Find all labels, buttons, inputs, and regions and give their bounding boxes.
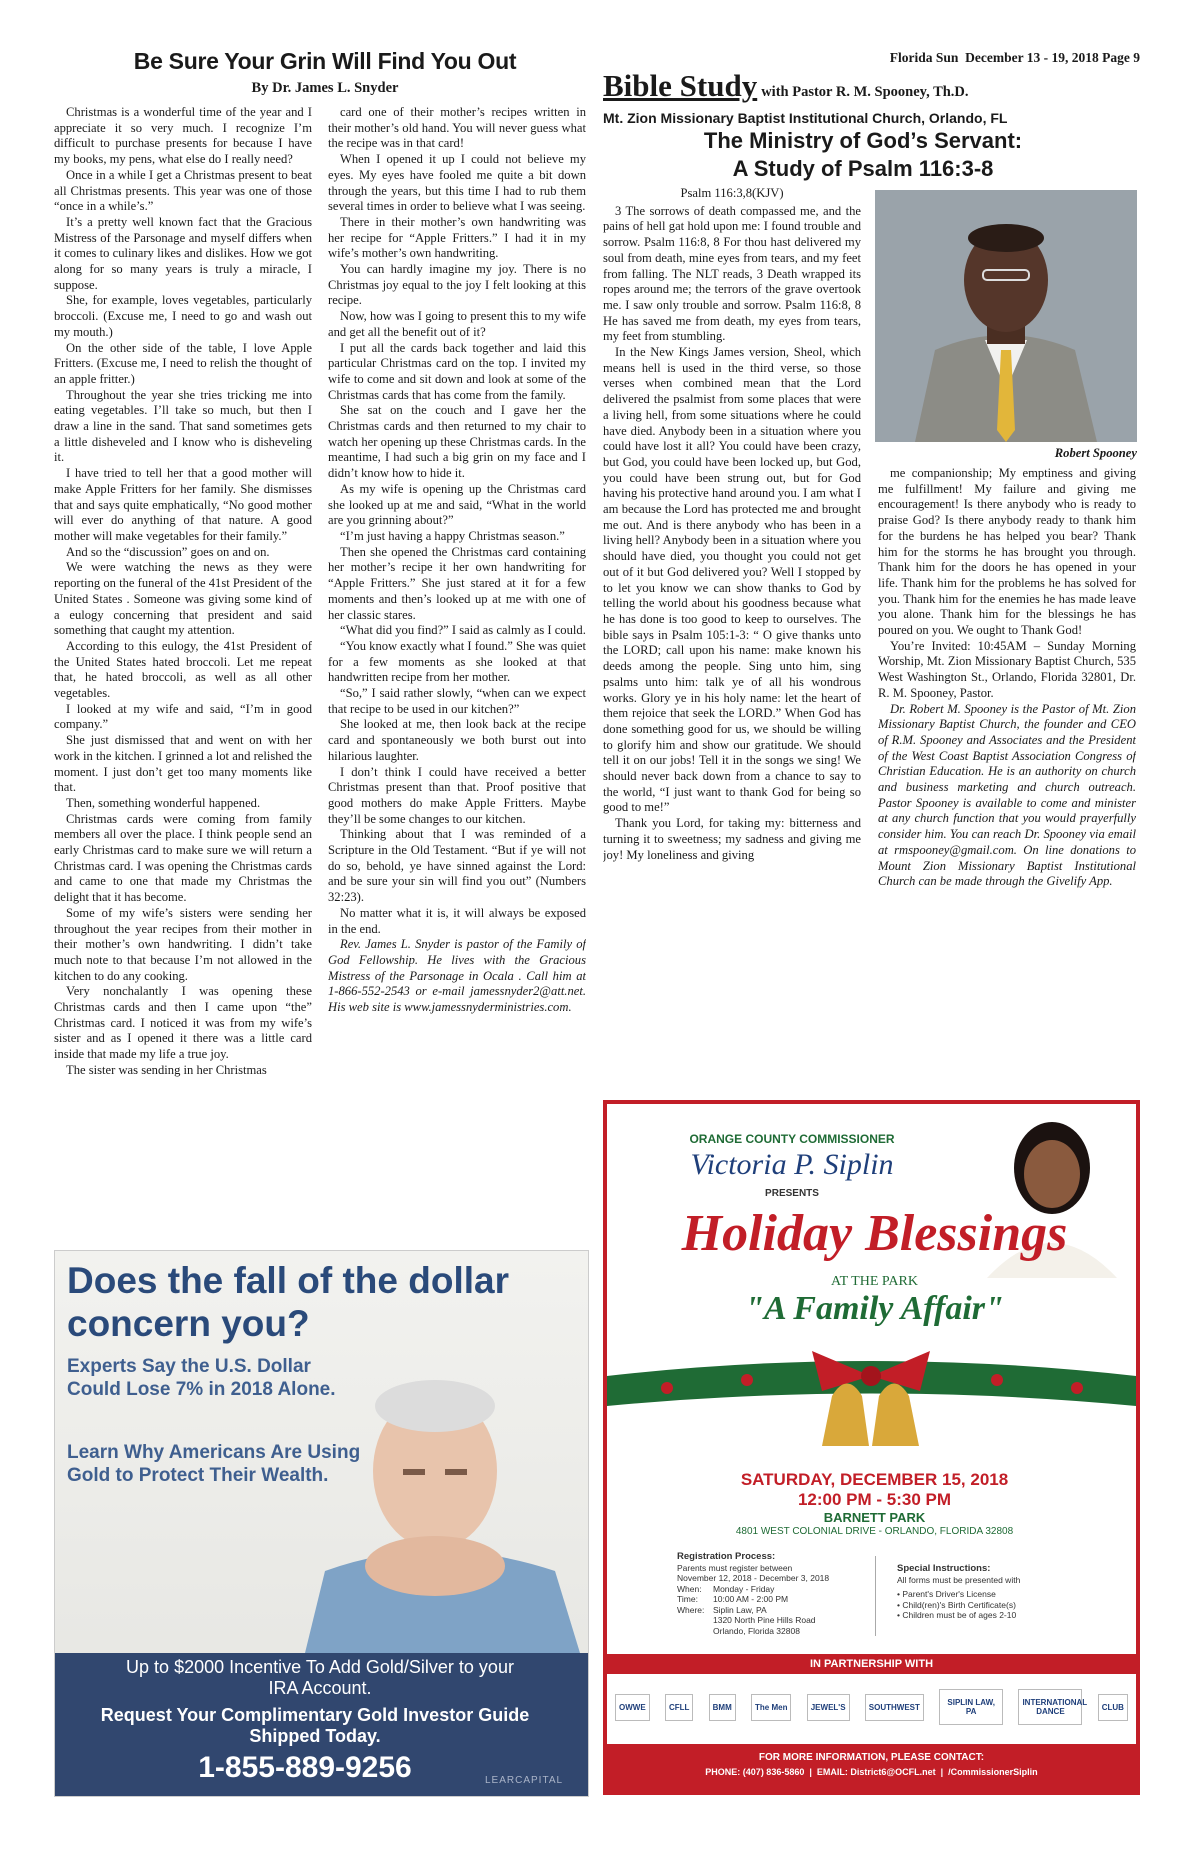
article-paragraph: According to this eulogy, the 41st President of the United States hated broccoli. Let me repeat that, he hated broccoli, as well as all other vegetables. xyxy=(54,638,312,701)
article-paragraph: Then she opened the Christmas card containing her mother’s recipe it her own handwriting for “Apple Fritters.” She just stared at it for a few moments and then’s looked up at me with one of her classic stares. xyxy=(328,544,586,622)
bible-paragraph: Thank you Lord, for taking my: bitterness and turning it to sweetness; my sadness and giving me joy! My loneliness and giving xyxy=(603,816,861,862)
gold-ad-phone[interactable]: 1-855-889-9256 xyxy=(198,1751,412,1784)
article-paragraph: The sister was sending in her Christmas xyxy=(66,1062,267,1077)
event-time: 12:00 PM - 5:30 PM xyxy=(797,1490,952,1509)
divider xyxy=(875,1556,876,1636)
when-label: When: xyxy=(677,1583,702,1594)
commissioner-name: Victoria P. Siplin xyxy=(690,1148,894,1181)
sponsor-logo: SOUTHWEST xyxy=(865,1694,924,1721)
article-paragraph: Thinking about that I was reminded of a Scripture in the Old Testament. “But if ye will not do so, behold, ye have sinned against the Lord: and be sure your sin will find you out” (Numbers 32:23). xyxy=(328,827,586,905)
gold-ad-sub2: Learn Why Americans Are Using Gold to Protect Their Wealth. xyxy=(67,1442,361,1486)
bible-paragraph: In the New Kings James version, Sheol, which means hell is used in the third verse, so those verses when combined mean that the Lord delivered the psalmist from some places that were a living hell, from some situations where he could have died. Anybody been in a situation where you could have lost it all? You could have been crazy, but God, you could have been locked up, but God, you could have been strung out, but for God having his protective hand around you. I am what I am because the Lord has protected me and brought me out. And is there anybody who has been in a living hell? Anybody been in a situation where you should have died, you thought you could not get out of it but God delivered you? Well I stopped by to let you know we can show thanks to God by telling the world about his goodness because what he has done is too good to keep to ourselves. The bible says in Psalm 105:1-3: “ O give thanks unto the LORD; call upon his name: make known his deeds among the people. Sing unto him, sing psalms unto him: talk ye of all his wondrous works. Glory ye in his holy name: let the heart of them rejoice that seek the LORD.” When God has done something good for us, we should be willing to glorify him and show our gratitude. We should tell it on our jobs! Tell it in the songs we sing! We should never back down from a chance to say to the world, “I just want to thank God for being so good to me!” xyxy=(603,345,861,815)
holiday-ad[interactable] xyxy=(603,1100,1140,1795)
article-col-1 xyxy=(54,105,312,1215)
bible-study-pastor: with Pastor R. M. Spooney, Th.D. xyxy=(761,84,969,100)
bible-paragraph: 3 The sorrows of death compassed me, and the pains of hell gat hold upon me: I found trouble and sorrow. Psalm 116:8, 8 For thou hast delivered my soul from death, mine eyes from tears, and my feet from falling. The NLT reads, 3 Death wrapped its ropes around me; the terrors of the grave overtook me. I saw only trouble and sorrow. Psalm 116:8, 8 He has saved me from death, my eyes from tears, my feet from stumbling. xyxy=(603,203,861,344)
bible-paragraph: You’re Invited: 10:45AM – Sunday Morning Worship, Mt. Zion Missionary Baptist Church, 535 West Washington St., Orlando, Florida 32801, Dr. R. M. Spooney, Pastor. xyxy=(878,638,1136,700)
sponsor-logo: JEWEL'S xyxy=(807,1694,850,1721)
church-name: Mt. Zion Missionary Baptist Institutional Church, Orlando, FL xyxy=(603,110,1008,126)
article-paragraph: “What did you find?” I said as calmly as I could. xyxy=(340,623,586,638)
registration-line1: Parents must register between xyxy=(677,1562,793,1573)
registration-block xyxy=(677,1552,877,1636)
christmas-bells-garland xyxy=(607,1336,1136,1466)
special-item: • Parent's Driver's License xyxy=(897,1589,996,1599)
gold-ad-cta[interactable]: Request Your Complimentary Gold Investor Guide Shipped Today. xyxy=(100,1705,530,1746)
photo-caption: Robert Spooney xyxy=(1054,446,1137,460)
bible-study-heading: Bible Study xyxy=(603,68,758,103)
event-title: Holiday Blessings xyxy=(681,1205,1068,1262)
article-title: Be Sure Your Grin Will Find You Out xyxy=(133,48,517,74)
article-paragraph: I have tried to tell her that a good mother will make Apple Fritters for her family. She dismisses that and says quite emphatically, “No good mother will ever do anything of that nature. A good mother will make vegetables for their family.” xyxy=(54,466,312,543)
sponsor-logo: CFLL xyxy=(665,1694,693,1721)
gold-ad[interactable] xyxy=(54,1250,589,1797)
gold-ad-brand: LEARCAPITAL xyxy=(485,1775,564,1786)
elderly-man-photo xyxy=(285,1361,585,1653)
article-paragraph: Christmas is a wonderful time of the year and I appreciate it so very much. I recognize I’m difficult to purchase presents for because I have my books, my pens, what else do I really need? xyxy=(54,105,312,167)
article-paragraph: When I opened it up I could not believe my eyes. My eyes have fooled me quite a bit down through the years, but this time I had to rub them several times in order to believe what I was seeing. xyxy=(328,152,586,214)
gold-ad-headline: Does the fall of the dollar concern you? xyxy=(67,1260,509,1344)
verse-reference: Psalm 116:3,8(KJV) xyxy=(680,186,784,200)
where-value-3: Orlando, Florida 32808 xyxy=(713,1625,800,1636)
sponsor-logo: INTERNATIONAL DANCE xyxy=(1018,1689,1082,1725)
commissioner-title: ORANGE COUNTY COMMISSIONER xyxy=(689,1132,895,1146)
gold-ad-incentive: Up to $2000 Incentive To Add Gold/Silver to your IRA Account. xyxy=(126,1657,514,1698)
article-paragraph: “You know exactly what I found.” She was quiet for a few moments as she looked at that handwritten recipe from her mother. xyxy=(328,638,586,685)
special-instructions xyxy=(897,1564,1097,1621)
article-col-2 xyxy=(328,105,586,1215)
article-paragraph: She sat on the couch and I gave her the Christmas cards and then returned to my chair to watch her opening up these Christmas cards. In the meantime, I had such a big grin on my face and I didn’t know how to hide it. xyxy=(328,403,586,481)
bible-col-1 xyxy=(603,186,861,1081)
article-paragraph: She, for example, loves vegetables, particularly broccoli. (Excuse me, I need to go and wash out my mouth.) xyxy=(54,293,312,339)
event-address: 4801 WEST COLONIAL DRIVE - ORLANDO, FLORIDA 32808 xyxy=(735,1526,1014,1537)
sponsor-logo: The Men xyxy=(751,1694,791,1721)
article-paragraph: No matter what it is, it will always be exposed in the end. xyxy=(328,905,586,936)
sponsor-logo: CLUB xyxy=(1098,1694,1128,1721)
when-value: Monday - Friday xyxy=(713,1583,775,1594)
pastor-bio: Dr. Robert M. Spooney is the Pastor of Mt. Zion Missionary Baptist Church, the founder and CEO of R.M. Spooney and Associates and the President of the West Coast Baptist Association Congress of Christian Education. He is an authority on church and business marketing and church outreach. Pastor Spooney is available to come and minister at any church function that you would prayerfully consider him. You can reach Dr. Spooney via email at rmspooney@gmail.com. On line donations to Mount Zion Missionary Baptist Institutional Church can be made through the Givelify App. xyxy=(878,701,1136,889)
event-tagline: "A Family Affair" xyxy=(745,1290,1004,1327)
special-item: • Child(ren)'s Birth Certificate(s) xyxy=(897,1599,1016,1610)
article-paragraph: Once in a while I get a Christmas present to beat all Christmas presents. This year was one of those “once in a while’s.” xyxy=(54,167,312,214)
bible-paragraph: me companionship; My emptiness and giving me fulfillment! My failure and giving me encouragement! Is there anybody who is ready to praise God? Is there anybody ready to thank him for the burdens he has helped you bear? Thank him for the storms he has brought you through. Thank him for the doors he has opened in your life. Thank him for the problems he has solved for you. Thank him for the enemies he has made leave you alone. Thank him for the blessings he has poured on you. We ought to Thank God! xyxy=(878,466,1136,638)
headline-1: The Ministry of God’s Servant: xyxy=(703,128,1023,153)
special-item: • Children must be of ages 2-10 xyxy=(897,1610,1017,1620)
article-paragraph: It’s a pretty well known fact that the Gracious Mistress of the Parsonage and myself differs when it comes to culinary likes and dislikes. How we got along for so many years is truly a miracle, I suppose. xyxy=(54,214,312,292)
presents: PRESENTS xyxy=(765,1188,819,1199)
article-paragraph: You can hardly imagine my joy. There is no Christmas joy equal to the joy I felt looking at this recipe. xyxy=(328,262,586,308)
event-date: SATURDAY, DECEMBER 15, 2018 xyxy=(740,1470,1009,1489)
where-value-2: 1320 North Pine Hills Road xyxy=(713,1615,816,1625)
article-paragraph: We were watching the news as they were reporting on the funeral of the 41st President of the United States . Someone was giving some kind of a eulogy concerning that president and said something that caught my attention. xyxy=(54,560,312,638)
registration-line2: November 12, 2018 - December 3, 2018 xyxy=(677,1573,830,1583)
article-paragraph: Then, something wonderful happened. xyxy=(66,795,261,810)
article-paragraph: Some of my wife’s sisters were sending her throughout the year recipes from their mother in their mother’s own handwriting. I didn’t take much note to that because I’m not allowed in the kitchen to do any cooking. xyxy=(54,905,312,983)
registration-heading: Registration Process: xyxy=(677,1551,776,1562)
sponsor-logo: OWWE xyxy=(615,1694,650,1721)
article-paragraph: There in their mother’s own handwriting was her recipe for “Apple Fritters.” I had it in my wife’s mother’s own handwriting. xyxy=(328,214,586,261)
article-byline: By Dr. James L. Snyder xyxy=(251,80,399,96)
article-paragraph: I looked at my wife and said, “I’m in good company.” xyxy=(54,701,312,732)
sponsor-logo: SIPLIN LAW, PA xyxy=(939,1689,1003,1725)
article-paragraph: Very nonchalantly I was opening these Christmas cards and then I came upon “the” Christmas card. I noticed it was from my wife’s sister and as I opened it there was a little card inside that made my life a true joy. xyxy=(54,984,312,1062)
page-info: Florida Sun December 13 - 19, 2018 Page 9 xyxy=(889,50,1140,65)
pastor-portrait xyxy=(875,190,1137,442)
article-paragraph: Christmas cards were coming from family members all over the place. I think people send an early Christmas card to make sure we will return a Christmas card. I was opening the Christmas cards and came to one that made my Christmas the delight that it has become. xyxy=(54,811,312,905)
bible-study-title xyxy=(603,68,1163,104)
contact-details[interactable]: PHONE: (407) 836-5860 | EMAIL: District6@OCFL.net | /CommissionerSiplin xyxy=(705,1767,1038,1777)
article-paragraph: As my wife is opening up the Christmas card she looked up at me and said, “What in the world are you grinning about?” xyxy=(328,481,586,528)
event-venue: BARNETT PARK xyxy=(823,1510,926,1525)
time-label: Time: xyxy=(677,1594,698,1604)
article-paragraph: card one of their mother’s recipes written in their mother’s old hand. You will never guess what the recipe was in that card! xyxy=(328,105,586,151)
article-paragraph: She looked at me, then look back at the recipe card and spontaneously we both burst out into hilarious laughter. xyxy=(328,717,586,763)
special-line1: All forms must be presented with xyxy=(897,1574,1021,1585)
contact-band xyxy=(607,1744,1136,1791)
sponsor-logos xyxy=(615,1684,1128,1730)
article-paragraph: “I’m just having a happy Christmas season.” xyxy=(340,528,565,543)
article-paragraph: Throughout the year she tries tricking me into eating vegetables. I’ll take so much, but then I draw a line in the sand. That sand sometimes gets a little disheveled and I know who is disheveling it. xyxy=(54,387,312,465)
article-paragraph: And so the “discussion” goes on and on. xyxy=(66,544,270,559)
special-heading: Special Instructions: xyxy=(897,1563,991,1574)
at-the-park: AT THE PARK xyxy=(831,1274,918,1289)
where-value-1: Siplin Law, PA xyxy=(713,1604,767,1615)
contact-heading: FOR MORE INFORMATION, PLEASE CONTACT: xyxy=(758,1752,985,1763)
article-paragraph: On the other side of the table, I love Apple Fritters. (Excuse me, I need to relish the thought of an apple fritter.) xyxy=(54,340,312,386)
bible-col-2 xyxy=(878,466,1136,1081)
article-paragraph: “So,” I said rather slowly, “when can we expect that recipe to be used in our kitchen?” xyxy=(328,686,586,716)
headline-2: A Study of Psalm 116:3-8 xyxy=(732,156,994,181)
where-label: Where: xyxy=(677,1604,705,1615)
time-value: 10:00 AM - 2:00 PM xyxy=(713,1594,789,1604)
article-paragraph: I don’t think I could have received a better Christmas present than that. Proof positive that good mothers do make Apple Fritters. Maybe they’ll be some changes to our kitchen. xyxy=(328,764,586,826)
article-paragraph: Now, how was I going to present this to my wife and get all the benefit out of it? xyxy=(328,309,586,339)
article-paragraph: She just dismissed that and went on with her work in the kitchen. I grinned a lot and relished the moment. I just don’t get too many moments like that. xyxy=(54,733,312,795)
article-author-bio: Rev. James L. Snyder is pastor of the Family of God Fellowship. He lives with the Gracious Mistress of the Parsonage in Ocala . Call him at 1-866-552-2543 or e-mail jamessnyder2@att.net. His web site is www.jamessnyderministries.com. xyxy=(328,937,586,1015)
gold-ad-sub1: Experts Say the U.S. Dollar Could Lose 7% in 2018 Alone. xyxy=(67,1356,336,1400)
partnership-band: IN PARTNERSHIP WITH xyxy=(607,1654,1136,1674)
article-paragraph: I put all the cards back together and laid this particular Christmas card on the top. I invited my wife to come and sit down and look at some of the Christmas cards that has come from the family. xyxy=(328,340,586,402)
sponsor-logo: BMM xyxy=(709,1694,736,1721)
pastor-photo xyxy=(875,190,1137,442)
